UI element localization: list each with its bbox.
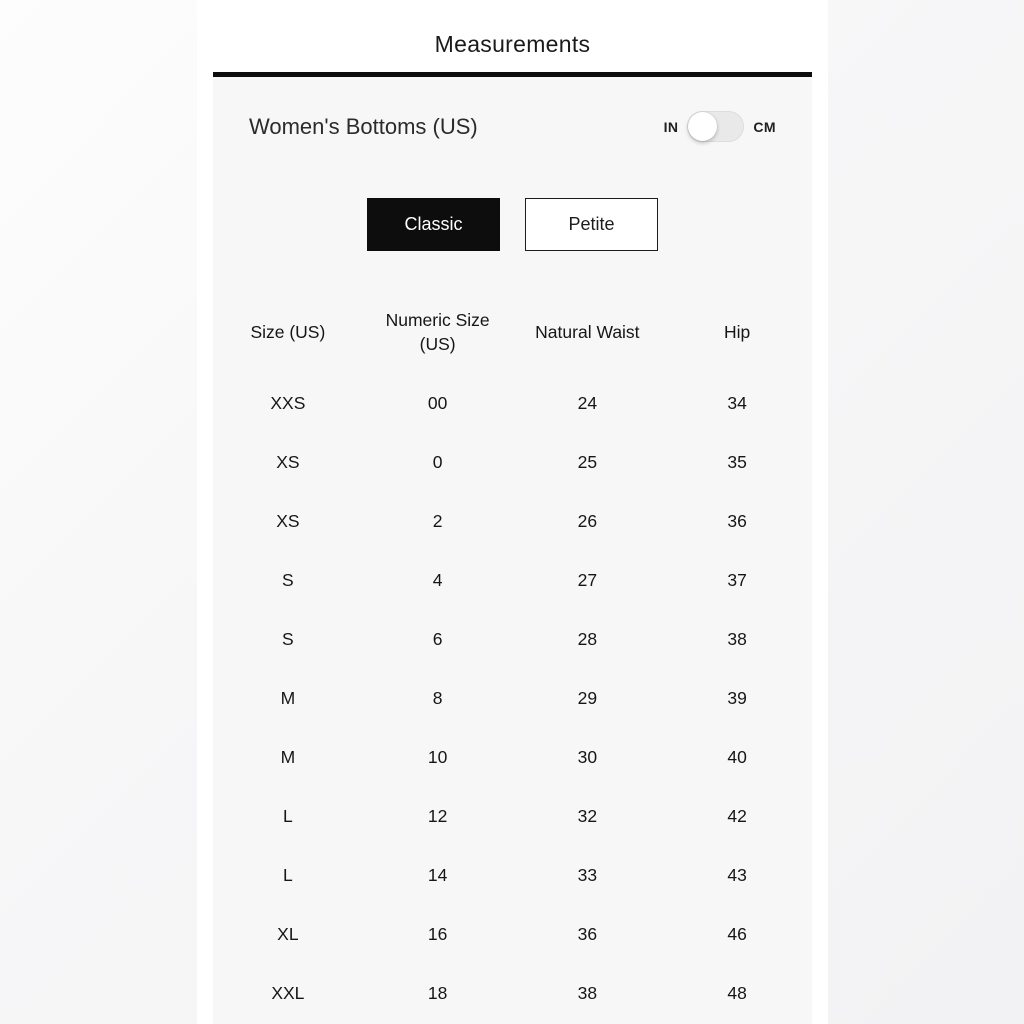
table-cell: 00 <box>427 393 448 413</box>
table-cell: 12 <box>427 806 448 826</box>
table-cell: 8 <box>432 688 443 708</box>
column-header: Natural Waist <box>535 321 640 342</box>
table-cell: 4 <box>432 570 443 590</box>
table-row <box>213 787 812 846</box>
table-cell: M <box>280 747 296 767</box>
table-row <box>213 728 812 787</box>
column-header: Numeric Size (US) <box>385 309 490 354</box>
table-cell: 40 <box>727 747 747 767</box>
table-cell: XS <box>276 511 300 531</box>
table-cell: 28 <box>577 629 598 649</box>
table-cell: 36 <box>577 924 598 944</box>
table-cell: 36 <box>727 511 747 531</box>
table-row <box>213 433 812 492</box>
unit-toggle <box>664 111 776 142</box>
measurements-card <box>213 72 812 1024</box>
measurements-screen <box>197 0 828 1024</box>
fit-tab-petite[interactable]: Petite <box>525 198 658 251</box>
table-header-row <box>213 303 812 362</box>
card-header <box>249 111 776 142</box>
table-cell: 30 <box>577 747 598 767</box>
size-table <box>213 303 812 1023</box>
table-row <box>213 492 812 551</box>
fit-tab-classic[interactable]: Classic <box>367 198 500 251</box>
table-body <box>213 374 812 1023</box>
table-cell: 34 <box>727 393 747 413</box>
section-heading: Women's Bottoms (US) <box>249 113 478 139</box>
table-cell: XXL <box>271 983 305 1003</box>
table-cell: M <box>280 688 296 708</box>
table-cell: 18 <box>427 983 448 1003</box>
table-cell: S <box>282 629 294 649</box>
table-cell: 37 <box>727 570 747 590</box>
table-cell: 16 <box>427 924 448 944</box>
fit-tabs <box>213 198 812 251</box>
unit-label-in[interactable]: IN <box>663 118 679 135</box>
table-cell: 38 <box>577 983 598 1003</box>
table-cell: 35 <box>727 452 747 472</box>
unit-toggle-switch[interactable] <box>687 111 744 142</box>
table-cell: 33 <box>577 865 598 885</box>
table-cell: 42 <box>727 806 747 826</box>
toggle-knob-icon <box>688 112 717 141</box>
table-cell: 27 <box>577 570 598 590</box>
table-cell: 43 <box>727 865 747 885</box>
table-cell: 26 <box>577 511 598 531</box>
table-row <box>213 669 812 728</box>
table-row <box>213 964 812 1023</box>
table-cell: 32 <box>577 806 598 826</box>
table-row <box>213 374 812 433</box>
table-cell: 48 <box>727 983 747 1003</box>
table-row <box>213 905 812 964</box>
table-cell: XS <box>276 452 300 472</box>
table-cell: 14 <box>427 865 448 885</box>
column-header: Size (US) <box>250 321 326 342</box>
table-cell: 6 <box>432 629 443 649</box>
page-title: Measurements <box>434 31 591 57</box>
table-cell: L <box>283 806 293 826</box>
table-cell: 0 <box>432 452 443 472</box>
table-cell: XL <box>277 924 299 944</box>
table-cell: 38 <box>727 629 747 649</box>
table-row <box>213 846 812 905</box>
table-cell: XXS <box>270 393 306 413</box>
table-cell: 2 <box>432 511 443 531</box>
table-cell: 10 <box>427 747 448 767</box>
table-cell: L <box>283 865 293 885</box>
table-cell: 24 <box>577 393 598 413</box>
table-cell: 46 <box>727 924 747 944</box>
table-row <box>213 610 812 669</box>
table-cell: 39 <box>727 688 747 708</box>
table-cell: 25 <box>577 452 598 472</box>
table-cell: 29 <box>577 688 598 708</box>
table-cell: S <box>282 570 294 590</box>
table-row <box>213 551 812 610</box>
unit-label-cm[interactable]: CM <box>753 118 776 135</box>
column-header: Hip <box>723 321 751 342</box>
